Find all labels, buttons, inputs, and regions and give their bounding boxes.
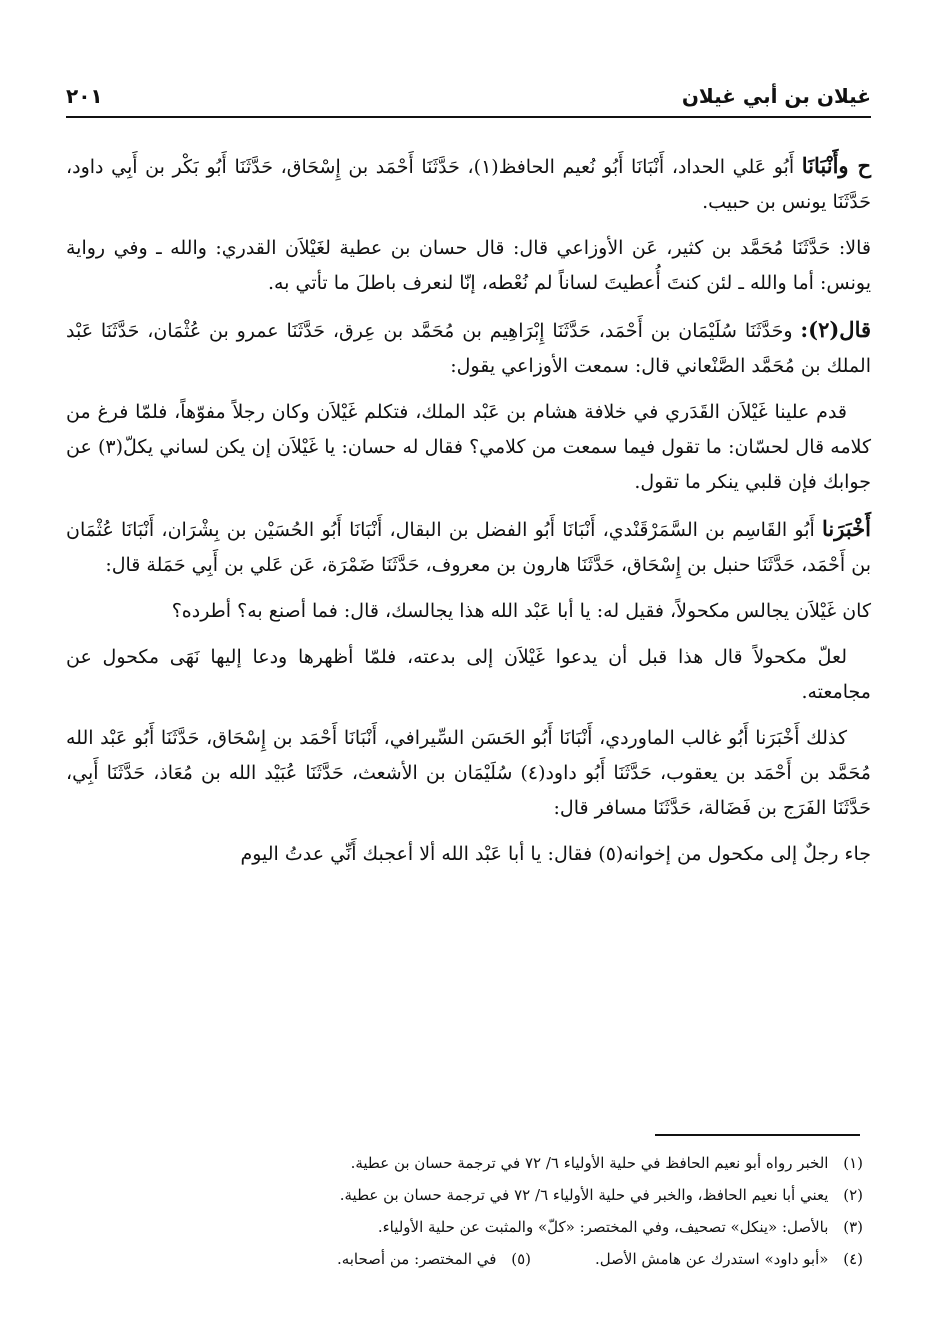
- footnote-row: [70, 1243, 863, 1275]
- paragraph-3-text: وحَدَّثَنَا سُلَيْمَان بن أَحْمَد، حَدَّثَنَا إِبْرَاهِيم بن مُحَمَّد بن عِرق، حَدَّثَنَا عمرو بن عُثْمَان، حَدَّثَنَا عَبْد الملك بن مُحَمَّد الصَّنْعاني قال: سمعت الأوزاعي يقول:: [66, 320, 871, 377]
- footnote-1: [70, 1147, 863, 1179]
- paragraph-3-lead: قال(٢):: [800, 317, 872, 342]
- footnote-separator: [655, 1134, 860, 1136]
- paragraph-1-lead: ح وأَنْبَانَا: [801, 153, 872, 178]
- footnote-number: (٣): [843, 1218, 863, 1236]
- paragraph-4: قدم علينا غَيْلاَن القَدَري في خلافة هشام بن عَبْد الملك، فتكلم غَيْلاَن وكان رجلاً مفوّهاً، فلمّا فرغ من كلامه قال لحسّان: ما تقول فيما سمعت من كلامي؟ فقال له حسان: يا غَيْلاَن إن يكن لساني يكلّ(٣) عن جوابك فإن قلبي ينكر ما تقول.: [66, 401, 872, 493]
- paragraph-6: كان غَيْلاَن يجالس مكحولاً، فقيل له: يا أبا عَبْد الله هذا يجالسك، قال: فما أصنع به؟ أطرده؟: [171, 600, 871, 622]
- page-header: [66, 82, 871, 118]
- running-title: غيلان بن أبي غيلان: [681, 84, 871, 108]
- paragraph-1-text: أَبُو عَلي الحداد، أَنْبَانَا أَبُو نُعيم الحافظ(١)، حَدَّثَنَا أَحْمَد بن إِسْحَاق، حَدَّثَنَا أَبُو بَكْر بن أَبِي داود، حَدَّثَنَا يونس بن حبيب.: [66, 156, 871, 213]
- paragraph-9: جاء رجلٌ إلى مكحول من إخوانه(٥) فقال: يا أبا عَبْد الله ألا أعجبك أَنِّي عدتُ اليوم: [240, 843, 871, 865]
- footnote-3: [70, 1211, 863, 1243]
- paragraph-5-lead: أَخْبَرَنا: [822, 516, 871, 541]
- footnote-text: «أبو داود» استدرك عن هامش الأصل.: [595, 1250, 829, 1268]
- paragraph-3: [66, 312, 871, 384]
- footnotes: [70, 1147, 863, 1275]
- paragraph-5: [66, 511, 871, 583]
- paragraph-7: لعلّ مكحولاً قال هذا قبل أن يدعوا غَيْلاَن إلى بدعته، فلمّا أظهرها ودعا إليها نَهَى مكحول عن مجامعته.: [66, 646, 871, 703]
- footnote-number: (١): [843, 1154, 863, 1172]
- main-text: [66, 148, 871, 883]
- paragraph-8: كذلك أَخْبَرَنا أَبُو غالب الماوردي، أَنْبَانَا أَبُو الحَسَن السِّيرافي، أَنْبَانَا أَحْمَد بن إِسْحَاق، حَدَّثَنَا أَبُو عَبْد الله مُحَمَّد بن أَحْمَد بن يعقوب، حَدَّثَنَا أَبُو داود(٤) سُلَيْمَان بن الأشعث، حَدَّثَنَا عُبَيْد الله بن مُعَاذ، حَدَّثَنَا أَبِي، حَدَّثَنَا الفَرَج بن فَضَالة، حَدَّثَنَا مسافر قال:: [66, 727, 871, 819]
- footnote-text: يعني أبا نعيم الحافظ، والخبر في حلية الأولياء ٦/ ٧٢ في ترجمة حسان بن عطية.: [339, 1186, 829, 1204]
- footnote-number: (٤): [843, 1250, 863, 1268]
- footnote-text: الخبر رواه أبو نعيم الحافظ في حلية الأولياء ٦/ ٧٢ في ترجمة حسان بن عطية.: [350, 1154, 829, 1172]
- footnote-text: في المختصر: من أصحابه.: [336, 1250, 497, 1268]
- footnote-text: بالأصل: «ينكل» تصحيف، وفي المختصر: «كلّ» والمثبت عن حلية الأولياء.: [377, 1218, 829, 1236]
- page-number: ٢٠١: [66, 84, 103, 108]
- paragraph-5-text: أَبُو القَاسِم بن السَّمَرْقَنْدي، أَنْبَانَا أَبُو الفضل بن البقال، أَنْبَانَا أَبُو الحُسَيْن بن بِشْرَان، أَنْبَانَا عُثْمَان بن أَحْمَد، حَدَّثَنَا حنبل بن إِسْحَاق، حَدَّثَنَا هارون بن معروف، حَدَّثَنَا ضَمْرَة، عَن عَلي بن أَبِي حَمَلة قال:: [66, 519, 871, 576]
- footnote-number: (٢): [843, 1186, 863, 1204]
- footnote-number: (٥): [511, 1250, 532, 1268]
- footnote-4: [595, 1243, 863, 1275]
- footnote-2: [70, 1179, 863, 1211]
- paragraph-2: قالا: حَدَّثَنَا مُحَمَّد بن كثير، عَن الأوزاعي قال: قال حسان بن عطية لغَيْلاَن القدري: والله ـ وفي رواية يونس: أما والله ـ لئن كنتَ أُعطيتَ لساناً لم نُعْطه، إنّا لنعرف باطلَ ما تأتي به.: [66, 237, 871, 294]
- paragraph-1: [66, 148, 871, 220]
- footnote-5: [337, 1243, 531, 1275]
